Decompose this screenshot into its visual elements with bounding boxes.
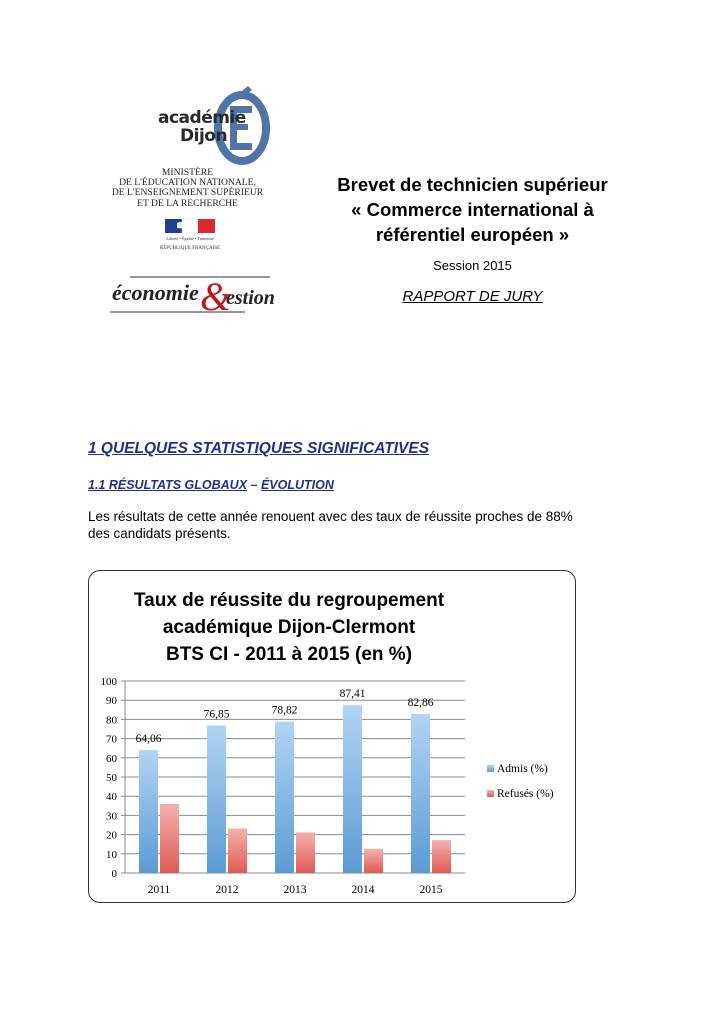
admis-data-label: 64,06 <box>135 733 162 746</box>
legend-label: Admis (%) <box>497 763 548 775</box>
admis-data-label: 87,41 <box>339 688 366 701</box>
admis-bar <box>207 725 226 873</box>
y-tick-label: 30 <box>106 810 117 823</box>
ministry-line: MINISTÈRE <box>161 167 214 178</box>
paragraph-line: des candidats présents. <box>88 526 231 541</box>
title-line: « Commerce international à <box>351 199 594 220</box>
title-line: référentiel européen » <box>375 224 570 245</box>
admis-bar <box>411 714 430 873</box>
y-tick-label: 100 <box>100 676 117 688</box>
chart-title-line: académique Dijon-Clermont <box>162 617 416 638</box>
republique-label: RÉPUBLIQUE FRANÇAISE <box>159 246 221 251</box>
x-tick-label: 2014 <box>351 884 375 896</box>
legend-label: Refusés (%) <box>497 788 554 800</box>
dijon-label: Dijon <box>180 126 228 146</box>
y-tick-label: 70 <box>106 733 117 746</box>
section-heading: 1 QUELQUES STATISTIQUES SIGNIFICATIVES <box>88 440 430 457</box>
x-tick-label: 2013 <box>283 884 307 896</box>
results-chart <box>88 570 576 903</box>
intro-paragraph <box>88 508 648 542</box>
y-tick-label: 80 <box>106 714 117 727</box>
admis-bar <box>139 750 158 873</box>
chart-svg <box>89 571 575 902</box>
title-line: Brevet de technicien supérieur <box>337 174 608 195</box>
x-tick-label: 2011 <box>147 884 171 896</box>
admis-bar <box>275 722 294 873</box>
y-tick-label: 60 <box>106 752 117 765</box>
economie-gestion-logo <box>110 268 275 320</box>
y-tick-label: 40 <box>106 791 117 804</box>
y-tick-label: 50 <box>106 772 117 784</box>
refuses-bar <box>296 832 315 873</box>
y-tick-label: 0 <box>111 868 117 880</box>
refuses-bar <box>160 804 179 873</box>
refuses-bar <box>228 829 247 873</box>
subsection-heading-separator: – <box>247 478 261 492</box>
ministry-line: DE L'ENSEIGNEMENT SUPÉRIEUR <box>111 187 264 199</box>
eg-logo-text-1: économie <box>112 280 199 305</box>
admis-bar <box>343 705 362 873</box>
y-tick-label: 20 <box>106 829 117 842</box>
motto-text: Liberté • Égalité • Fraternité <box>166 236 214 241</box>
legend-swatch-admis <box>487 765 494 772</box>
x-tick-label: 2012 <box>215 884 239 896</box>
subsection-heading-part: 1.1 RÉSULTATS GLOBAUX <box>88 478 248 492</box>
chart-title-line: Taux de réussite du regroupement <box>133 590 445 611</box>
legend-swatch-refuses <box>487 790 494 797</box>
ministry-line: DE L'ÉDUCATION NATIONALE, <box>119 177 256 189</box>
subsection-heading <box>88 478 334 492</box>
eg-logo-amp: & <box>200 274 232 319</box>
academie-label: académie <box>158 108 246 128</box>
refuses-bar <box>432 840 451 873</box>
admis-data-label: 82,86 <box>407 696 434 709</box>
ministry-block <box>100 168 275 209</box>
x-tick-label: 2015 <box>419 884 443 896</box>
y-tick-label: 10 <box>106 848 117 861</box>
paragraph-line: Les résultats de cette année renouent avec des taux de réussite proches de 88% <box>88 509 573 524</box>
rapport-label: RAPPORT DE JURY <box>402 288 543 305</box>
y-tick-label: 90 <box>106 695 117 708</box>
subsection-heading-part: ÉVOLUTION <box>260 478 334 492</box>
admis-data-label: 76,85 <box>203 708 230 721</box>
admis-data-label: 78,82 <box>271 704 298 717</box>
ministry-line: ET DE LA RECHERCHE <box>137 197 238 209</box>
session-label: Session 2015 <box>433 258 512 273</box>
refuses-bar <box>364 849 383 873</box>
chart-title-line: BTS CI - 2011 à 2015 (en %) <box>165 644 413 665</box>
document-title <box>320 172 625 247</box>
marianne-flag-logo <box>165 219 215 245</box>
eg-logo-text-2: estion <box>226 287 275 309</box>
